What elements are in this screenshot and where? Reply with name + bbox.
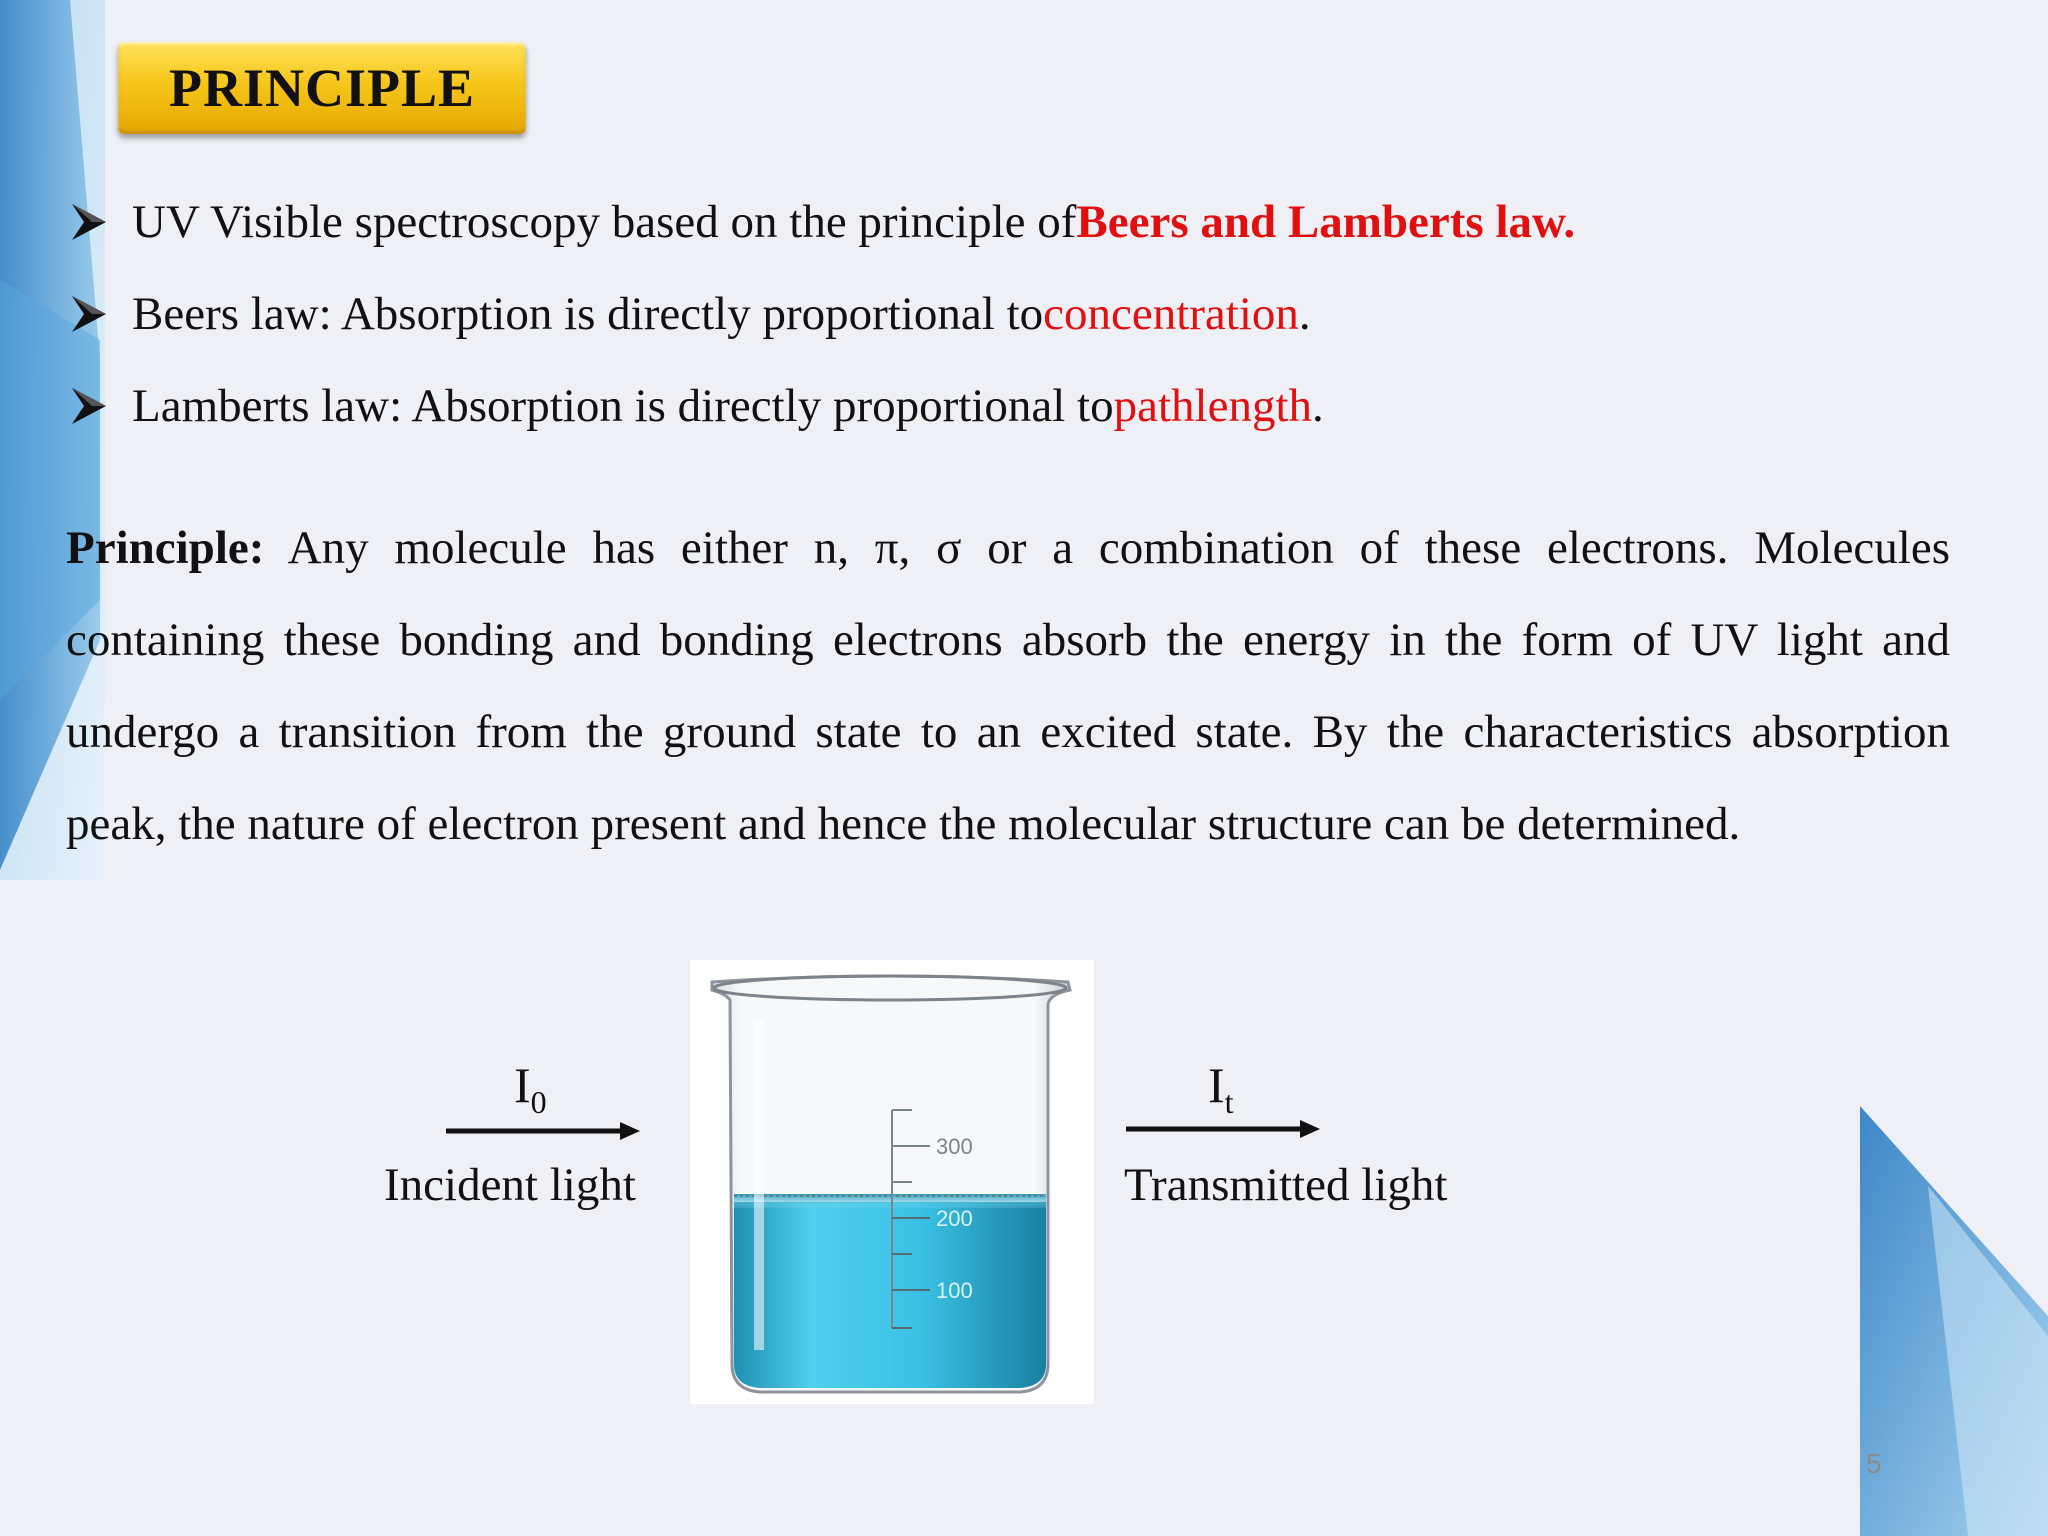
transmitted-subscript: t bbox=[1224, 1084, 1234, 1120]
arrowhead-bullet-icon bbox=[66, 198, 118, 246]
page-number: 5 bbox=[1866, 1448, 1882, 1479]
bullet-highlight: Beers and Lamberts law. bbox=[1076, 196, 1576, 248]
incident-subscript: 0 bbox=[530, 1084, 547, 1120]
beaker-icon bbox=[690, 960, 1094, 1404]
bullet-item bbox=[66, 360, 1966, 452]
transmitted-symbol: I bbox=[1208, 1057, 1225, 1113]
right-decoration bbox=[1808, 1106, 2048, 1536]
bullet-item bbox=[66, 176, 1966, 268]
bullet-text: Beers law: Absorption is directly proportional to bbox=[132, 288, 1044, 340]
principle-body: Any molecule has either n, π, σ or a combination of these electrons. Molecules containing these bonding and bonding electrons absorb the energy in the form of UV light and undergo a transition from the ground state to an excited state. By the characteristics absorption peak, the nature of electron present and hence the molecular structure can be determined. bbox=[66, 522, 1950, 850]
incident-symbol: I bbox=[514, 1057, 531, 1113]
arrowhead-bullet-icon bbox=[66, 290, 118, 338]
bullet-highlight: pathlength bbox=[1113, 380, 1313, 432]
title-badge bbox=[118, 42, 526, 134]
bullet-tail: . bbox=[1312, 380, 1324, 432]
transmitted-arrow-icon bbox=[1124, 1114, 1324, 1144]
transmitted-intensity-symbol bbox=[1208, 1056, 1234, 1121]
incident-arrow-icon bbox=[444, 1116, 644, 1146]
bullet-highlight: concentration bbox=[1043, 288, 1299, 340]
bullet-item bbox=[66, 268, 1966, 360]
beaker-mark-200: 200 bbox=[936, 1206, 973, 1231]
bullet-text: Lamberts law: Absorption is directly proportional to bbox=[132, 380, 1114, 432]
principle-paragraph bbox=[66, 502, 1950, 870]
incident-light-label: Incident light bbox=[384, 1159, 636, 1211]
bullet-tail: . bbox=[1298, 288, 1311, 340]
incident-intensity-symbol bbox=[514, 1056, 547, 1121]
bullet-list bbox=[66, 176, 1966, 452]
beaker-mark-100: 100 bbox=[936, 1278, 973, 1303]
page-title: PRINCIPLE bbox=[168, 58, 476, 118]
beaker-image bbox=[690, 960, 1094, 1404]
bullet-text: UV Visible spectroscopy based on the principle of bbox=[132, 196, 1077, 248]
beaker-mark-300: 300 bbox=[936, 1134, 973, 1159]
principle-lead: Principle: bbox=[66, 522, 265, 574]
transmitted-light-label: Transmitted light bbox=[1124, 1159, 1448, 1211]
arrowhead-bullet-icon bbox=[66, 382, 118, 430]
